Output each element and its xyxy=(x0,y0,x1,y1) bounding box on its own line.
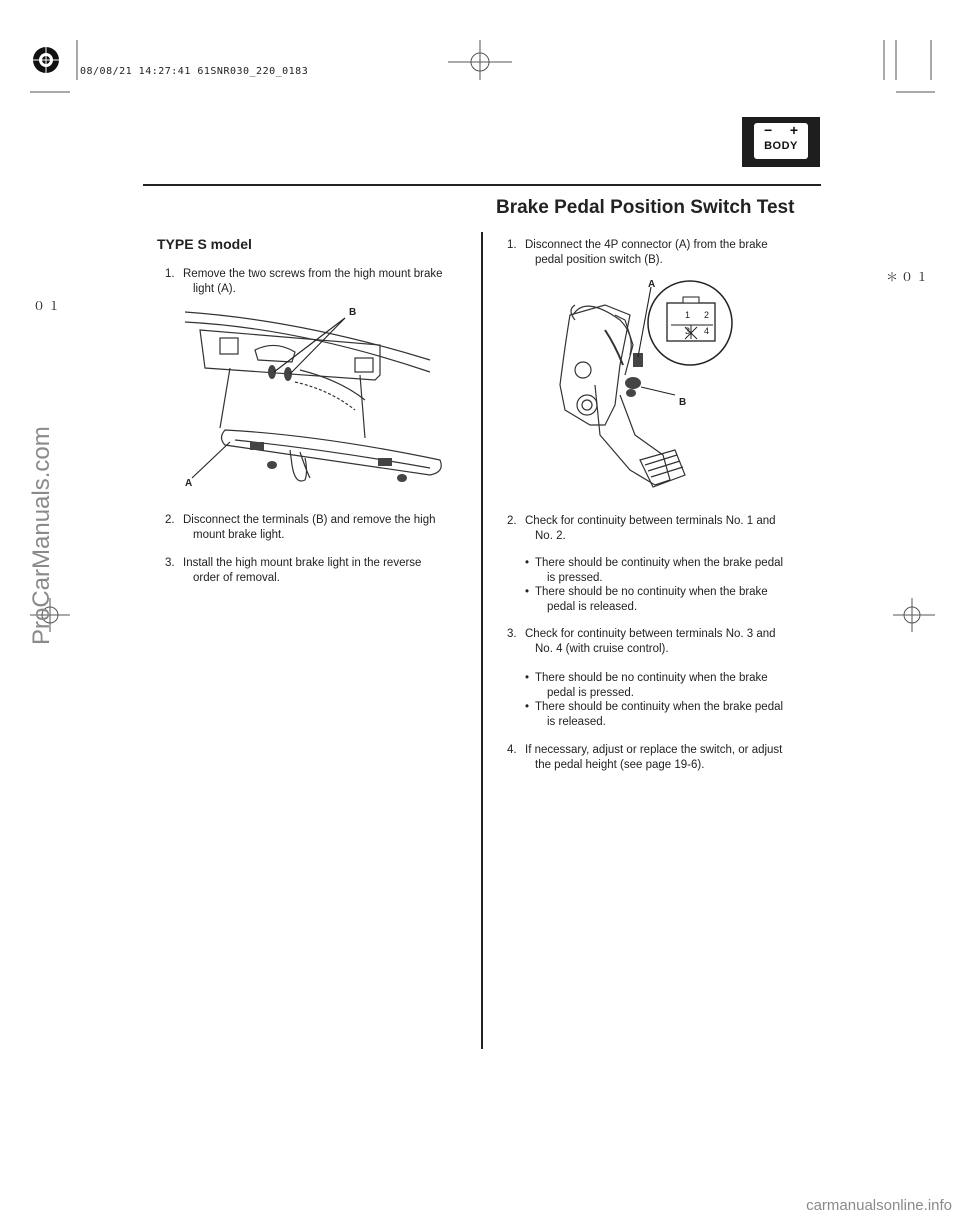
connector-pin-4: 4 xyxy=(704,326,710,336)
step2-bullet-2: • There should be no continuity when the brake pedal is released. xyxy=(525,586,768,613)
left-step-2: 2. Disconnect the terminals (B) and remove the high mount brake light. xyxy=(165,514,436,541)
callout-b-label: B xyxy=(349,307,357,318)
connector-a-label: A xyxy=(648,279,656,290)
connector-pin-1: 1 xyxy=(685,310,691,320)
left-step-3: 3. Install the high mount brake light in the reverse order of removal. xyxy=(165,557,422,584)
right-step-4: 4. If necessary, adjust or replace the switch, or adjust the pedal height (see page 19-6). xyxy=(507,744,783,771)
connector-pin-3: 3 xyxy=(685,326,691,336)
brake-pedal-switch-illustration xyxy=(545,275,770,500)
battery-minus: − xyxy=(764,122,773,138)
body-section-badge xyxy=(742,117,820,167)
registration-target-icon xyxy=(30,44,62,76)
column-divider xyxy=(481,232,483,1049)
right-step-2: 2. Check for continuity between terminals No. 1 and No. 2. xyxy=(507,515,776,542)
badge-label: BODY xyxy=(764,140,798,152)
connector-pin-2: 2 xyxy=(704,310,710,320)
left-callout-lines xyxy=(180,300,450,500)
side-code-left: ０１ xyxy=(33,299,64,313)
header-rule xyxy=(143,184,821,186)
step3-bullet-2: • There should be continuity when the brake pedal is released. xyxy=(525,701,784,728)
battery-icon xyxy=(754,123,808,159)
step3-bullet-1: • There should be no continuity when the brake pedal is pressed. xyxy=(525,672,768,699)
side-watermark: ProCarManuals.com xyxy=(28,426,55,645)
step2-bullet-1: • There should be continuity when the brake pedal is pressed. xyxy=(525,557,784,584)
switch-b-label: B xyxy=(679,397,687,408)
callout-a-label: A xyxy=(185,478,193,489)
right-step-1: 1. Disconnect the 4P connector (A) from the brake pedal position switch (B). xyxy=(507,239,768,266)
battery-plus: + xyxy=(789,122,798,138)
side-code-right: ＊０１ xyxy=(886,270,932,284)
page-title: Brake Pedal Position Switch Test xyxy=(496,197,795,218)
right-step-3: 3. Check for continuity between terminals No. 3 and No. 4 (with cruise control). xyxy=(507,628,776,655)
print-timestamp: 08/08/21 14:27:41 61SNR030_220_0183 xyxy=(80,66,309,77)
left-step-1: 1. Remove the two screws from the high mount brake light (A). xyxy=(165,268,443,295)
section-subhead: TYPE S model xyxy=(157,236,252,252)
footer-watermark: carmanualsonline.info xyxy=(806,1197,952,1214)
